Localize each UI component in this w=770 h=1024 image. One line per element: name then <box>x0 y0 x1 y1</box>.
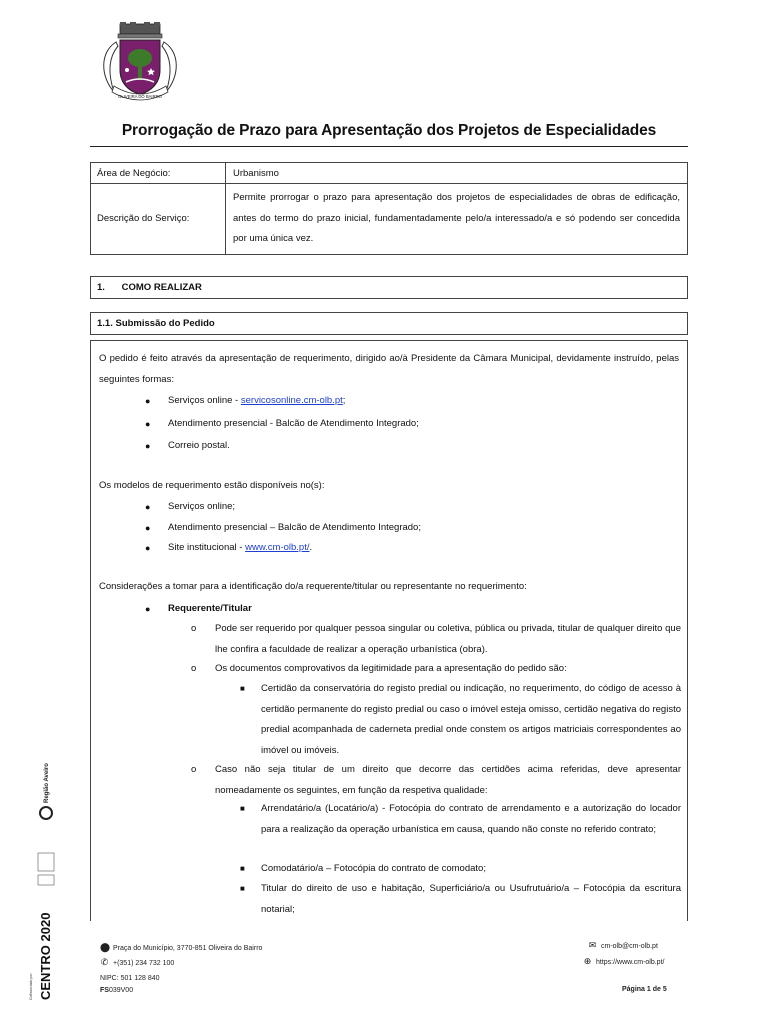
square-bullet-icon: ■ <box>240 864 245 873</box>
consider-paragraph: Considerações a tomar para a identificação do/a requerente/titular ou representante no requerimento: <box>99 581 527 592</box>
area-label: Área de Negócio: <box>91 163 226 184</box>
square-item-4 <box>240 879 681 920</box>
address-text: Praça do Município, 3770-851 Oliveira do Bairro <box>113 945 263 952</box>
bullet-icon: ● <box>145 604 151 614</box>
section-number: 1. <box>97 282 105 293</box>
regiao-aveiro-logo-text: Região Aveiro <box>44 763 50 803</box>
centro-2020-logo-text: CENTRO 2020 <box>38 912 53 1000</box>
site-prefix: Site institucional - <box>168 542 246 553</box>
location-pin-icon: ⬤ <box>100 942 111 952</box>
crest-ribbon-text: OLIVEIRA DO BAIRRO <box>118 94 162 99</box>
square-bullet-icon: ■ <box>240 804 245 813</box>
list-item-presencial <box>145 414 419 435</box>
website-text[interactable]: https://www.cm-olb.pt/ <box>596 959 665 966</box>
municipal-crest-logo <box>96 22 184 108</box>
service-info-table <box>90 162 688 255</box>
sub-item-o3 <box>191 760 681 801</box>
model-item-online <box>145 497 236 518</box>
cofinanciado-text: Cofinanciado por: <box>29 972 33 1000</box>
subsection-title: 1.1. Submissão do Pedido <box>97 318 215 329</box>
model-item-site <box>145 538 313 559</box>
model-online-text: Serviços online; <box>168 501 236 512</box>
square-bullet-icon: ■ <box>240 884 245 893</box>
content-box <box>90 340 688 921</box>
requerente-heading <box>145 599 252 620</box>
phone-text: +(351) 234 732 100 <box>113 960 175 967</box>
servicosonline-link[interactable]: servicosonline.cm-olb.pt <box>240 395 343 406</box>
sq1-text: Certidão da conservatória do registo predial ou indicação, no requerimento, do código de acesso à certidão permanente do registo predial ou caso o imóvel esteja omisso, certidão negativa do registo predial acompanhada de caderneta predial onde constem os artigos matriciais correspondentes ao imóvel ou imóveis. <box>261 683 681 756</box>
footer-nipc: NIPC: 501 128 840 <box>100 975 160 982</box>
email-icon: ✉ <box>588 940 597 950</box>
funding-logos <box>29 763 58 1005</box>
globe-icon: ⊕ <box>583 956 592 966</box>
page-title: Prorrogação de Prazo para Apresentação dos Projetos de Especialidades <box>121 122 657 139</box>
square-bullet-icon: ■ <box>240 684 245 693</box>
square-item-3 <box>240 859 681 880</box>
presencial-text: Atendimento presencial - Balcão de Atendimento Integrado; <box>168 418 419 429</box>
circle-bullet-icon: o <box>191 623 197 634</box>
site-suffix: . <box>309 542 313 553</box>
site-link[interactable]: www.cm-olb.pt/ <box>245 542 310 553</box>
model-item-presencial <box>145 518 421 539</box>
footer-email <box>588 940 658 951</box>
o3-text: Caso não seja titular de um direito que decorre das certidões acima referidas, deve apresentar nomeadamente os seguintes, em função da respetiva qualidade: <box>215 764 681 796</box>
footer-website <box>583 956 664 967</box>
subsection-submissao <box>90 312 688 335</box>
sq2-text: Arrendatário/a (Locatário/a) - Fotocópia do contrato de arrendamento e a autorização do locador para a realização da operação urbanística em causa, quando não conste no referido contrato; <box>261 803 681 835</box>
circle-bullet-icon: o <box>191 663 197 674</box>
email-text[interactable]: cm-olb@cm-olb.pt <box>601 943 658 950</box>
online-suffix: ; <box>342 395 346 406</box>
model-presencial-text: Atendimento presencial – Balcão de Atendimento Integrado; <box>168 522 421 533</box>
bullet-icon: ● <box>145 502 151 512</box>
page-number: Página 1 de 5 <box>622 986 667 993</box>
square-item-2 <box>240 799 681 840</box>
models-intro: Os modelos de requerimento estão disponíveis no(s): <box>99 480 325 491</box>
bullet-icon: ● <box>145 441 151 451</box>
requerente-text: Requerente/Titular <box>168 603 252 614</box>
form-code-prefix: FS <box>100 987 109 994</box>
footer-form-code <box>100 987 133 994</box>
area-value: Urbanismo <box>226 163 688 184</box>
form-code-rest: 039V00 <box>108 987 134 994</box>
square-item-1 <box>240 679 681 761</box>
circle-bullet-icon: o <box>191 764 197 775</box>
section-como-realizar <box>90 276 688 299</box>
bullet-icon: ● <box>145 543 151 553</box>
sq4-text: Titular do direito de uso e habitação, Superficiário/a ou Usufrutuário/a – Fotocópia da escritura notarial; <box>261 883 681 915</box>
list-item-online <box>145 391 346 412</box>
online-prefix: Serviços online - <box>168 395 241 406</box>
o2-text: Os documentos comprovativos da legitimidade para a apresentação do pedido são: <box>215 663 567 674</box>
phone-icon: ✆ <box>100 957 109 967</box>
correio-text: Correio postal. <box>168 440 230 451</box>
intro-paragraph: O pedido é feito através da apresentação de requerimento, dirigido ao/à Presidente da Câmara Municipal, devidamente instruído, pelas seguintes formas: <box>99 353 679 385</box>
footer-address <box>100 942 262 953</box>
sub-item-o1 <box>191 619 681 660</box>
footer-phone <box>100 957 174 968</box>
bullet-icon: ● <box>145 419 151 429</box>
sq3-text: Comodatário/a – Fotocópia do contrato de comodato; <box>261 863 486 874</box>
title-underline <box>90 146 688 147</box>
bullet-icon: ● <box>145 523 151 533</box>
section-title: COMO REALIZAR <box>121 282 202 293</box>
description-value: Permite prorrogar o prazo para apresentação dos projetos de especialidades de obras de edificação, antes do termo do prazo inicial, fundamentadamente pelo/a interessado/a e só podendo ser concedida por uma única vez. <box>226 184 688 255</box>
description-label: Descrição do Serviço: <box>91 184 226 255</box>
sub-item-o2 <box>191 659 681 680</box>
bullet-icon: ● <box>145 396 151 406</box>
o1-text: Pode ser requerido por qualquer pessoa singular ou coletiva, pública ou privada, titular de qualquer direito que lhe confira a faculdade de realizar a operação urbanística (obra). <box>215 623 681 655</box>
list-item-correio <box>145 436 230 457</box>
